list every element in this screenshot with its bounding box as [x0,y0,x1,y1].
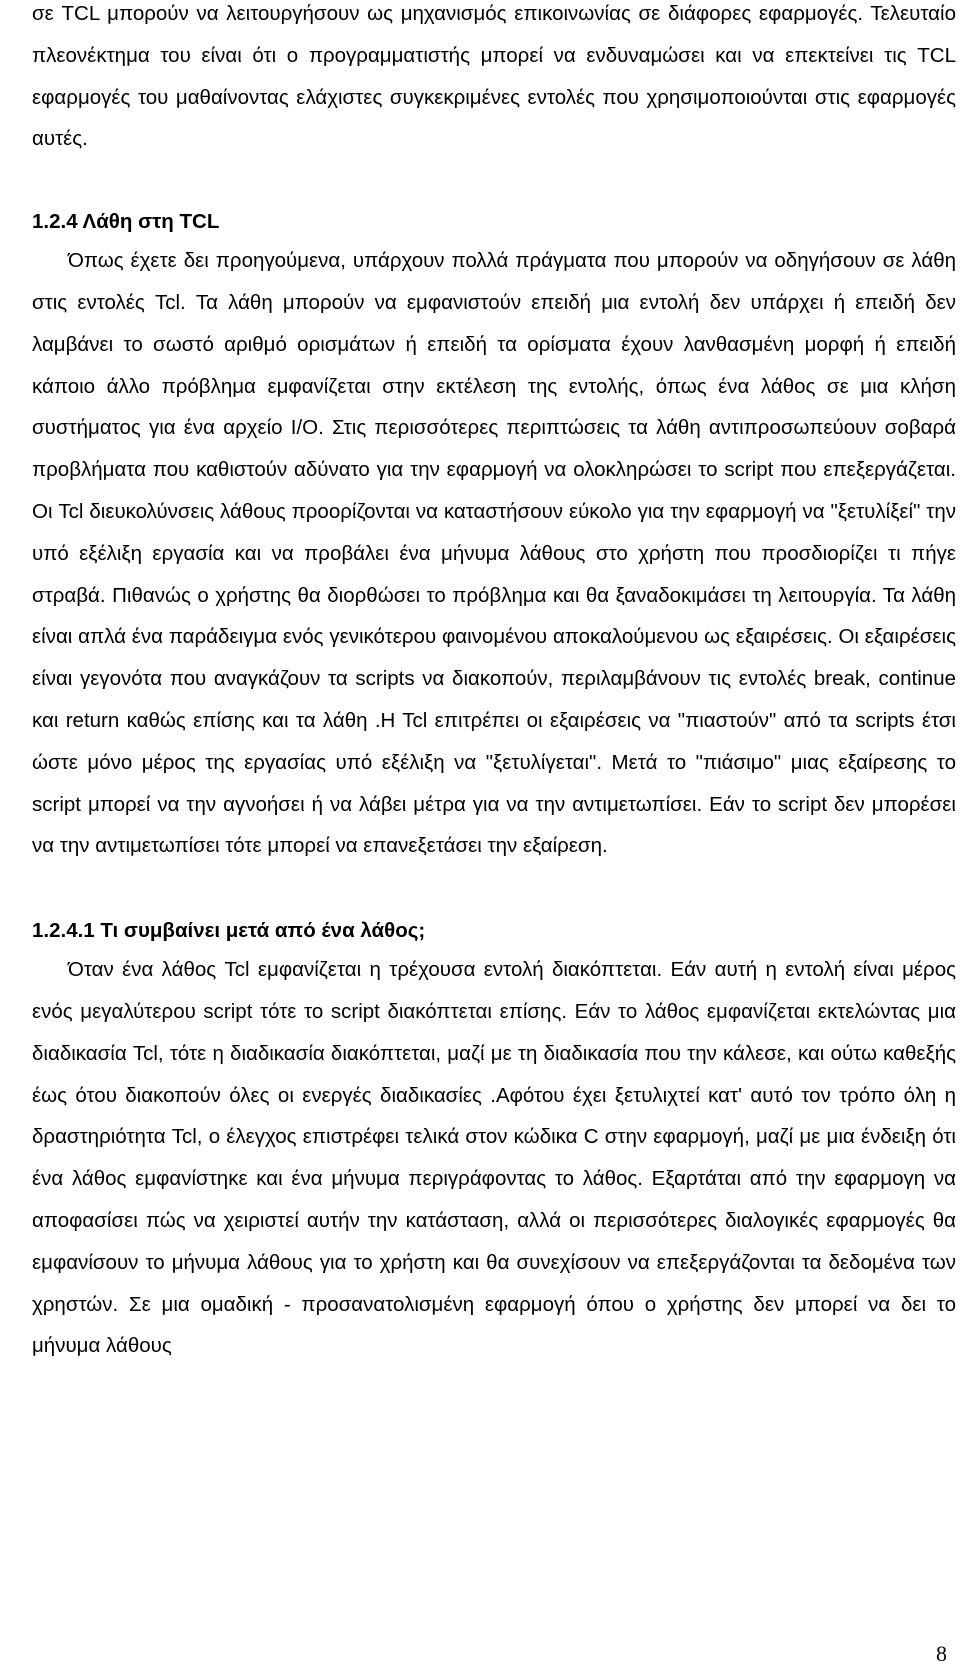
intro-paragraph: σε TCL μπορούν να λειτουργήσουν ως μηχανισμός επικοινωνίας σε διάφορες εφαρμογές. Τελευταίο πλεονέκτημα του είναι ότι ο προγραμματιστής μπορεί να ενδυναμώσει και να επεκτείνει τις TCL εφαρμογές του μαθαίνοντας ελάχιστες συγκεκριμένες εντολές που χρησιμοποιούνται στις εφαρμογές αυτές. [32,2,956,151]
document-body [32,0,956,1367]
page-number: 8 [936,1641,947,1666]
subsection-heading: 1.2.4.1 Τι συμβαίνει μετά από ένα λάθος; [32,919,426,943]
section-heading: 1.2.4 Λάθη στη TCL [32,210,220,234]
subsection-paragraph: Όταν ένα λάθος Tcl εμφανίζεται η τρέχουσα εντολή διακόπτεται. Εάν αυτή η εντολή είναι μέρος ενός μεγαλύτερου script τότε το script διακόπτεται επίσης. Εάν το λάθος εμφανίζεται εκτελώντας μια διαδικασία Tcl, τότε η διαδικασία διακόπτεται, μαζί με τη διαδικασία που την κάλεσε, και ούτω καθεξής έως ότου διακοπούν όλες οι ενεργές διαδικασίες .Αφότου έχει ξετυλιχτεί κατ' αυτό τον τρόπο όλη η δραστηριότητα Tcl, ο έλεγχος επιστρέφει τελικά στον κώδικα C στην εφαρμογή, μαζί με μια ένδειξη ότι ένα λάθος εμφανίστηκε και ένα μήνυμα περιγράφοντας το λάθος. Εξαρτάται από την εφαρμογη να αποφασίσει πώς να χειριστεί αυτήν την κατάσταση, αλλά οι περισσότερες διαλογικές εφαρμογές θα εμφανίσουν το μήνυμα λάθους για το χρήστη και θα συνεχίσουν να επεξεργάζονται τα δεδομένα των χρηστών. Σε μια ομαδική - προσανατολισμένη εφαρμογή όπου ο χρήστης δεν μπορεί να δει το μήνυμα λάθους [32,958,956,1358]
section-paragraph: Όπως έχετε δει προηγούμενα, υπάρχουν πολλά πράγματα που μπορούν να οδηγήσουν σε λάθη στις εντολές Tcl. Τα λάθη μπορούν να εμφανιστούν επειδή μια εντολή δεν υπάρχει ή επειδή δεν λαμβάνει το σωστό αριθμό ορισμάτων ή επειδή τα ορίσματα έχουν λανθασμένη μορφή ή επειδή κάποιο άλλο πρόβλημα εμφανίζεται στην εκτέλεση της εντολής, όπως ένα λάθος σε μια κλήση συστήματος για ένα αρχείο I/O. Στις περισσότερες περιπτώσεις τα λάθη αντιπροσωπεύουν σοβαρά προβλήματα που καθιστούν αδύνατο για την εφαρμογή να ολοκληρώσει το script που επεξεργάζεται. Οι Tcl διευκολύνσεις λάθους προορίζονται να καταστήσουν εύκολο για την εφαρμογή να "ξετυλίξεί" την υπό εξέλιξη εργασία και να προβάλει ένα μήνυμα λάθους στο χρήστη που προσδιορίζει τι πήγε στραβά. Πιθανώς ο χρήστης θα διορθώσει το πρόβλημα και θα ξαναδοκιμάσει τη λειτουργία. Τα λάθη είναι απλά ένα παράδειγμα ενός γενικότερου φαινομένου αποκαλούμενου ως εξαιρέσεις. Οι εξαιρέσεις είναι γεγονότα που αναγκάζουν τα scripts να διακοπούν, περιλαμβάνουν τις εντολές break, continue και return καθώς επίσης και τα λάθη .H Tcl επιτρέπει οι εξαιρέσεις να "πιαστούν" από τα scripts έτσι ώστε μόνο μέρος της εργασίας υπό εξέλιξη να "ξετυλίγεται". Μετά το "πιάσιμο" μιας εξαίρεσης το script μπορεί να την αγνοήσει ή να λάβει μέτρα για να την αντιμετωπίσει. Εάν το script δεν μπορέσει να την αντιμετωπίσει τότε μπορεί να επανεξετάσει την εξαίρεση. [32,249,956,858]
